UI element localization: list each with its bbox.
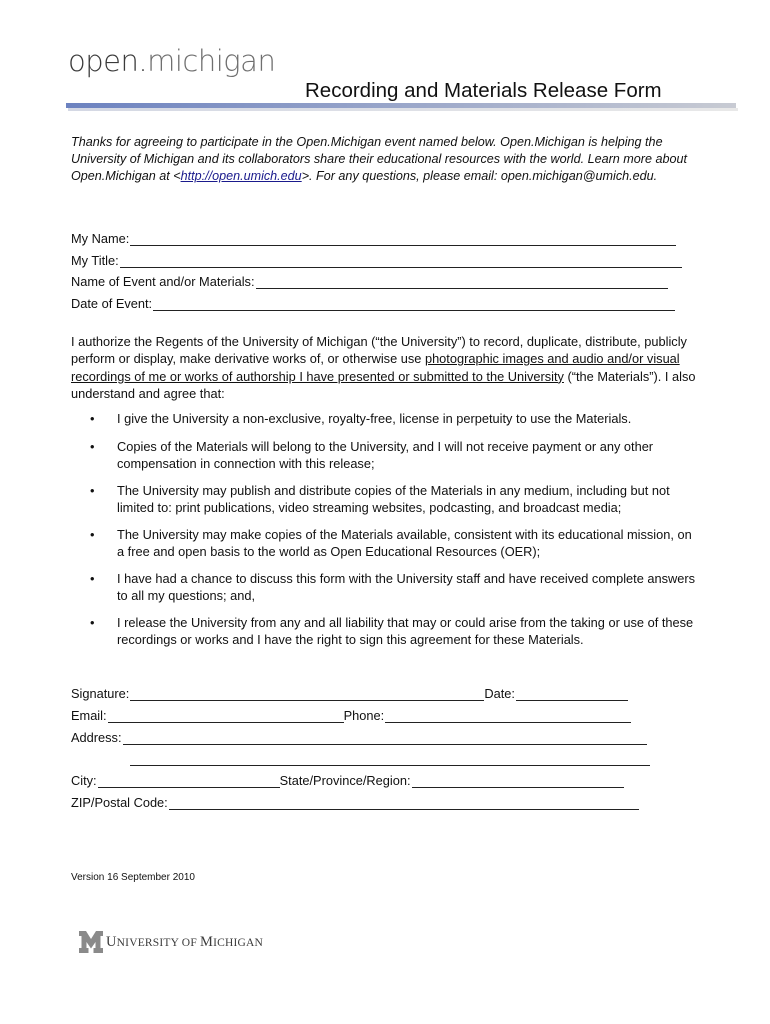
list-item-text: Copies of the Materials will belong to the University, and I will not receive payment or any other compensation in connection with this release; [117, 439, 654, 472]
bullet-icon: • [90, 411, 95, 426]
logo-letters-ichigan: ICHIGAN [213, 936, 264, 949]
logo-sub: michigan [147, 44, 276, 78]
event-date-field[interactable] [71, 296, 675, 311]
phone-line[interactable] [385, 709, 631, 723]
list-item-text: I give the University a non-exclusive, royalty-free, license in perpetuity to use the Materials. [117, 411, 632, 426]
list-item [90, 614, 700, 649]
address-label: Address: [71, 730, 122, 745]
list-item [90, 410, 700, 427]
email-line[interactable] [108, 709, 344, 723]
my-name-label: My Name: [71, 231, 130, 246]
intro-paragraph [71, 134, 711, 186]
my-title-field[interactable] [71, 253, 682, 268]
list-item [90, 438, 700, 473]
intro-text: Thanks for agreeing to participate in the Open.Michigan event named below. Open.Michigan is helping the University of Michigan and its collaborators share their educational resources with the world. Learn more about Open.Michigan at < [71, 135, 688, 184]
zip-label: ZIP/Postal Code: [71, 795, 168, 810]
bullet-icon: • [90, 615, 95, 630]
authorization-paragraph [71, 333, 711, 403]
bullet-icon: • [90, 527, 95, 542]
city-line[interactable] [98, 774, 280, 788]
open-michigan-logo [68, 44, 275, 78]
list-item [90, 526, 700, 561]
my-name-line[interactable] [130, 232, 676, 246]
logo-letter-m: M [200, 933, 214, 950]
date-label: Date: [484, 686, 515, 701]
date-line[interactable] [516, 687, 628, 701]
bullet-icon: • [90, 483, 95, 498]
signature-line[interactable] [130, 687, 484, 701]
authorization-underlined: photographic images and audio and/or visual recordings of me or works of authorship I have presented or submitted to the University [71, 351, 680, 384]
open-umich-link[interactable]: http://open.umich.edu [180, 169, 302, 184]
intro-text-end: >. For any questions, please email: open.michigan@umich.edu. [301, 169, 658, 184]
my-title-label: My Title: [71, 253, 119, 268]
logo-letter-u: U [106, 933, 117, 950]
list-item-text: I have had a chance to discuss this form with the University staff and have received complete answers to all my questions; and, [117, 571, 696, 604]
list-item-text: The University may publish and distribute copies of the Materials in any medium, including but not limited to: print publications, video streaming websites, podcasting, and broadcast media; [117, 483, 670, 516]
version-text: Version 16 September 2010 [71, 872, 195, 883]
logo-main: open. [68, 44, 148, 78]
logo-letters-niversity: NIVERSITY OF [116, 936, 200, 949]
address-field[interactable] [71, 730, 647, 745]
title-rule-shadow [68, 108, 738, 111]
city-state-row [71, 773, 624, 788]
city-label: City: [71, 773, 97, 788]
event-name-line[interactable] [256, 275, 668, 289]
event-date-label: Date of Event: [71, 296, 153, 311]
university-of-michigan-logo [79, 931, 263, 953]
authorization-text-end: (“the Materials”). I also understand and agree that: [71, 368, 696, 402]
event-name-label: Name of Event and/or Materials: [71, 274, 255, 289]
list-item [90, 570, 700, 605]
list-item [90, 482, 700, 517]
university-name [106, 934, 263, 951]
bullet-icon: • [90, 439, 95, 454]
signature-row [71, 686, 628, 701]
my-name-field[interactable] [71, 231, 676, 246]
address-line[interactable] [123, 731, 647, 745]
state-line[interactable] [412, 774, 624, 788]
my-title-line[interactable] [120, 254, 682, 268]
page-title: Recording and Materials Release Form [305, 79, 662, 102]
event-date-line[interactable] [153, 297, 675, 311]
phone-label: Phone: [343, 708, 385, 723]
zip-field[interactable] [71, 795, 639, 810]
email-phone-row [71, 708, 631, 723]
bullet-icon: • [90, 571, 95, 586]
block-m-icon [79, 931, 103, 953]
signature-label: Signature: [71, 686, 130, 701]
address-line-2[interactable] [130, 765, 650, 766]
list-item-text: The University may make copies of the Materials available, consistent with its educational mission, on a free and open basis to the world as Open Educational Resources (OER); [117, 527, 692, 560]
email-label: Email: [71, 708, 107, 723]
state-label: State/Province/Region: [279, 773, 411, 788]
list-item-text: I release the University from any and all liability that may or could arise from the taking or use of these recordings or works and I have the right to sign this agreement for these Materials. [117, 615, 694, 648]
authorization-text: I authorize the Regents of the University of Michigan (“the University”) to record, duplicate, distribute, publicly perform or display, make derivative works of, or otherwise use [71, 334, 687, 367]
zip-line[interactable] [169, 796, 639, 810]
event-name-field[interactable] [71, 274, 668, 289]
